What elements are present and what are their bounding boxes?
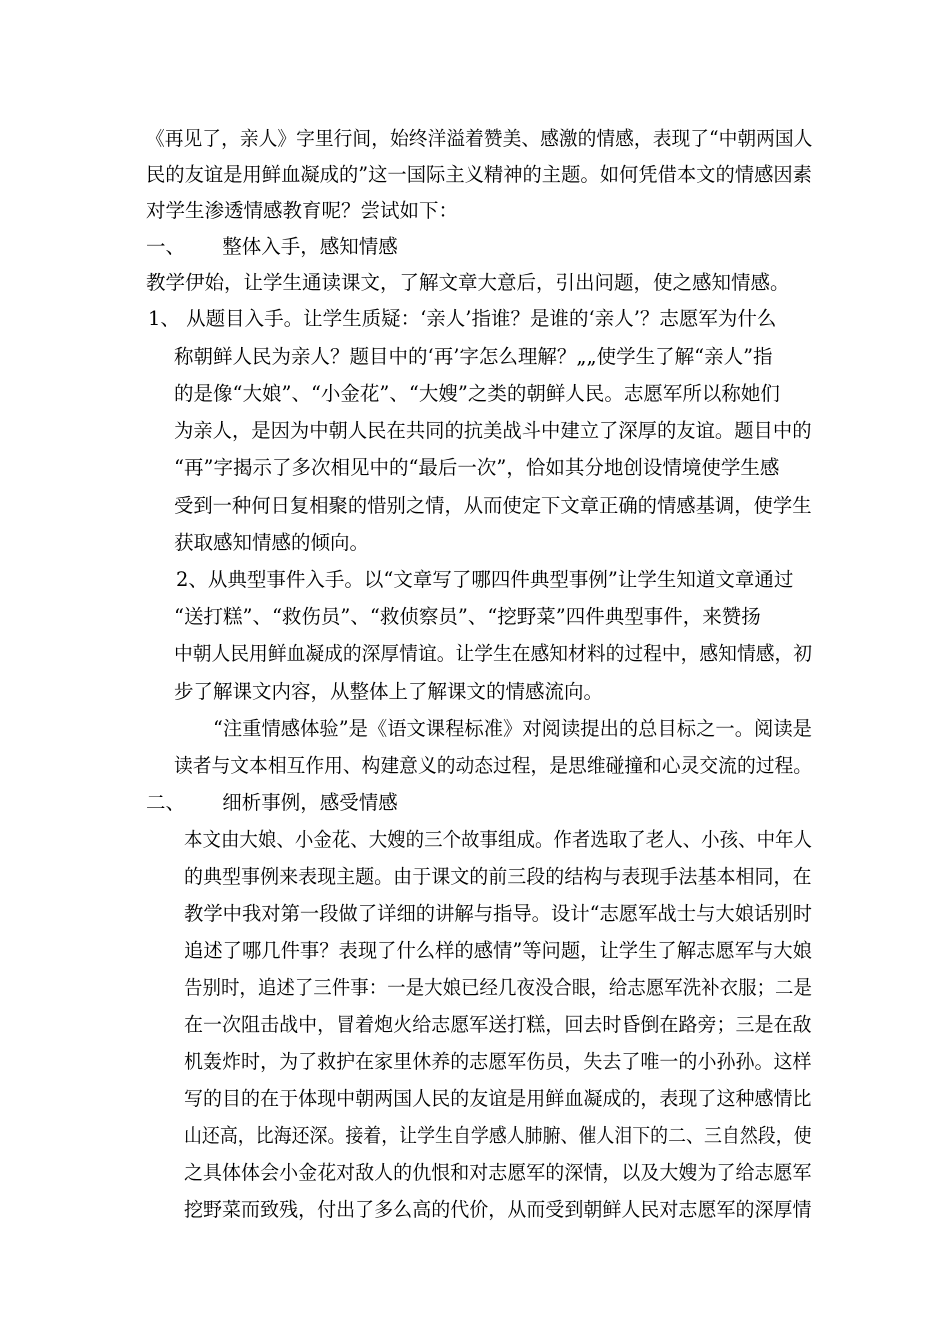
list-item-line: 2、从典型事件入手。以“文章写了哪四件典型事例”让学生知道文章通过	[176, 568, 794, 591]
paragraph-line: 在一次阻击战中，冒着炮火给志愿军送打糕，回去时昏倒在路旁；三是在敌	[184, 1013, 812, 1036]
paragraph-line: 挖野菜而致残，付出了多么高的代价，从而受到朝鲜人民对志愿军的深厚情	[184, 1198, 812, 1221]
list-item-line: 受到一种何日复相聚的惜别之情，从而使定下文章正确的情感基调，使学生	[174, 494, 812, 517]
list-item-line: 步了解课文内容，从整体上了解课文的情感流向。	[174, 680, 604, 703]
paragraph-line: 告别时，追述了三件事：一是大娘已经几夜没合眼，给志愿军洗补衣服；二是	[184, 976, 813, 999]
paragraph-line: 本文由大娘、小金花、大嫂的三个故事组成。作者选取了老人、小孩、中年人	[184, 828, 813, 851]
intro-line: 《再见了，亲人》字里行间，始终洋溢着赞美、感激的情感，表现了“中朝两国人	[146, 127, 813, 150]
section-heading: 一、 整体入手，感知情感	[146, 235, 398, 258]
intro-line: 民的友谊是用鲜血凝成的”这一国际主义精神的主题。如何凭借本文的情感因素	[146, 163, 812, 186]
paragraph-line: 机轰炸时，为了救护在家里休养的志愿军伤员，失去了唯一的小孙孙。这样	[184, 1050, 812, 1073]
list-item-line: 中朝人民用鲜血凝成的深厚情谊。让学生在感知材料的过程中，感知情感，初	[174, 642, 813, 665]
list-item-line: 的是像“大娘”、“小金花”、“大嫂”之类的朝鲜人民。志愿军所以称她们	[174, 382, 780, 405]
list-item-line: 获取感知情感的倾向。	[174, 531, 370, 554]
paragraph-line: 山还高，比海还深。接着，让学生自学感人肺腑、催人泪下的二、三自然段，使	[184, 1124, 812, 1147]
list-item-line: 称朝鲜人民为亲人？题目中的‘再’字怎么理解？„„使学生了解“亲人”指	[174, 345, 773, 368]
paragraph-line: 读者与文本相互作用、构建意义的动态过程，是思维碰撞和心灵交流的过程。	[174, 754, 813, 777]
paragraph-line: 教学中我对第一段做了详细的讲解与指导。设计“志愿军战士与大娘话别时	[184, 902, 812, 925]
list-item-line: 1、 从题目入手。让学生质疑：‘亲人’指谁？是谁的‘亲人’？志愿军为什么	[148, 307, 777, 330]
paragraph-line: 之具体体会小金花对敌人的仇恨和对志愿军的深情，以及大嫂为了给志愿军	[184, 1161, 812, 1184]
intro-line: 对学生渗透情感教育呢？尝试如下：	[146, 199, 459, 222]
paragraph-line: 写的目的在于体现中朝两国人民的友谊是用鲜血凝成的，表现了这种感情比	[184, 1087, 812, 1110]
paragraph-line: 的典型事例来表现主题。由于课文的前三段的结构与表现手法基本相同，在	[184, 865, 812, 888]
section-heading: 二、 细析事例，感受情感	[146, 791, 398, 814]
paragraph-line: 教学伊始，让学生通读课文，了解文章大意后，引出问题，使之感知情感。	[146, 271, 790, 294]
paragraph-line: “注重情感体验”是《语文课程标准》对阅读提出的总目标之一。阅读是	[213, 717, 812, 740]
paragraph-line: 追述了哪几件事？表现了什么样的感情”等问题，让学生了解志愿军与大娘	[184, 939, 812, 962]
list-item-line: “再”字揭示了多次相见中的“最后一次”，恰如其分地创设情境使学生感	[174, 456, 780, 479]
list-item-line: “送打糕”、“救伤员”、“救侦察员”、“挖野菜”四件典型事件，来赞扬	[174, 605, 761, 628]
list-item-line: 为亲人，是因为中朝人民在共同的抗美战斗中建立了深厚的友谊。题目中的	[174, 419, 812, 442]
